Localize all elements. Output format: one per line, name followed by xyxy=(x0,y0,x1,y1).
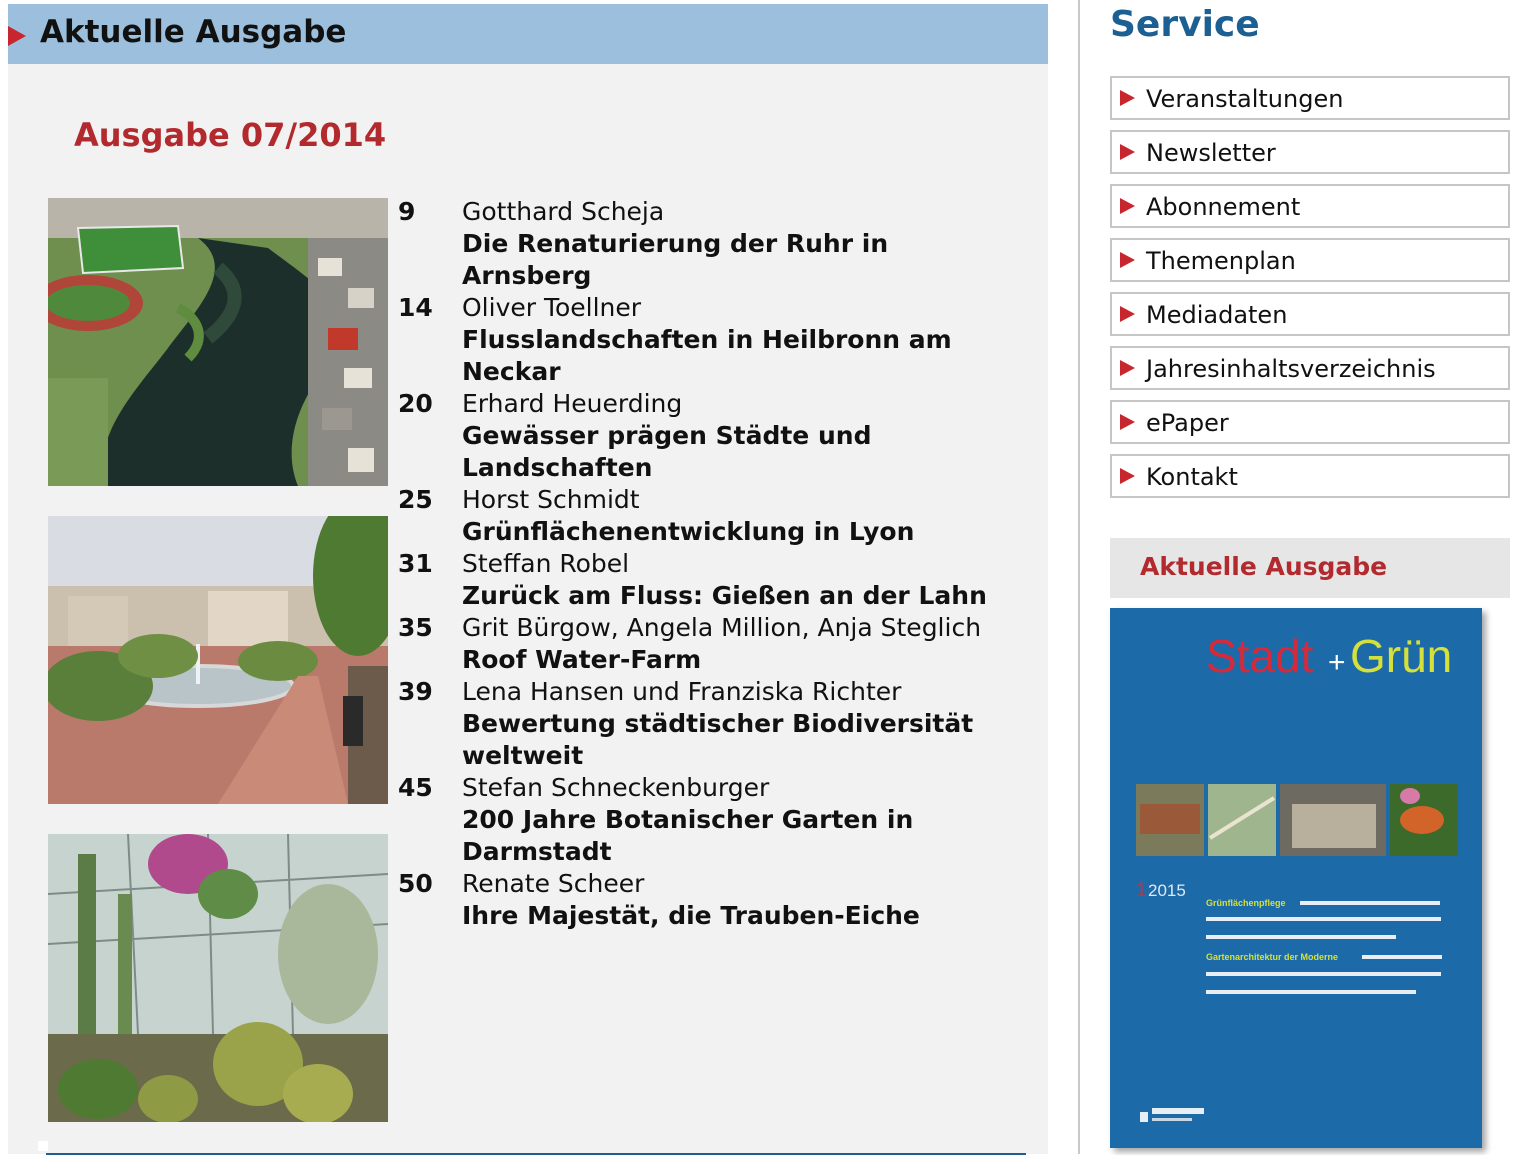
toc-entry xyxy=(398,484,1038,548)
service-link-abonnement[interactable] xyxy=(1110,184,1510,228)
cover-issue-number: 1 xyxy=(1136,880,1147,901)
toc-entry xyxy=(398,772,1038,868)
toc-author: Lena Hansen und Franziska Richter xyxy=(462,677,902,706)
toc-article-link[interactable]: Gewässer prägen Städte und Landschaften xyxy=(462,421,872,482)
section-header xyxy=(8,4,1048,64)
triangle-bullet-icon xyxy=(1120,414,1135,430)
service-menu xyxy=(1110,76,1510,508)
table-of-contents xyxy=(398,196,1038,932)
toc-article-link[interactable]: Roof Water-Farm xyxy=(462,645,702,674)
current-issue-box xyxy=(1110,538,1510,598)
cover-brand-right: Grün xyxy=(1350,630,1453,682)
toc-page-number: 50 xyxy=(398,869,433,898)
toc-author: Steffan Robel xyxy=(462,549,630,578)
column-divider xyxy=(1078,0,1080,1154)
photo-cactus-greenhouse xyxy=(48,834,388,1122)
toc-page-number: 25 xyxy=(398,485,433,514)
toc-page-number: 35 xyxy=(398,613,433,642)
triangle-bullet-icon xyxy=(1120,468,1135,484)
service-link-label: Veranstaltungen xyxy=(1146,85,1344,113)
service-link-label: Mediadaten xyxy=(1146,301,1288,329)
toc-page-number: 20 xyxy=(398,389,433,418)
service-link-label: Newsletter xyxy=(1146,139,1276,167)
cover-brand-plus: + xyxy=(1328,646,1346,679)
service-link-jahresinhaltsverzeichnis[interactable] xyxy=(1110,346,1510,390)
current-issue-panel xyxy=(8,4,1048,1154)
cover-brand-left: Stadt xyxy=(1206,630,1314,682)
service-link-label: Abonnement xyxy=(1146,193,1301,221)
toc-article-link[interactable]: Die Renaturierung der Ruhr in Arnsberg xyxy=(462,229,889,290)
section-title: Aktuelle Ausgabe xyxy=(40,14,347,50)
current-issue-label[interactable]: Aktuelle Ausgabe xyxy=(1140,552,1388,581)
toc-article-link[interactable]: 200 Jahre Botanischer Garten in Darmstadt xyxy=(462,805,914,866)
service-link-label: Themenplan xyxy=(1146,247,1296,275)
toc-entry xyxy=(398,612,1038,676)
triangle-bullet-icon xyxy=(1120,252,1135,268)
toc-author: Gotthard Scheja xyxy=(462,197,665,226)
triangle-bullet-icon xyxy=(1120,144,1135,160)
toc-page-number: 31 xyxy=(398,549,433,578)
service-link-newsletter[interactable] xyxy=(1110,130,1510,174)
service-link-themenplan[interactable] xyxy=(1110,238,1510,282)
issue-title: Ausgabe 07/2014 xyxy=(74,116,387,154)
toc-entry xyxy=(398,196,1038,292)
service-link-label: ePaper xyxy=(1146,409,1229,437)
service-link-label: Jahresinhaltsverzeichnis xyxy=(1146,355,1436,383)
toc-page-number: 45 xyxy=(398,773,433,802)
service-link-label: Kontakt xyxy=(1146,463,1238,491)
toc-author: Renate Scheer xyxy=(462,869,645,898)
toc-author: Stefan Schneckenburger xyxy=(462,773,770,802)
toc-article-link[interactable]: Grünflächenentwicklung in Lyon xyxy=(462,517,915,546)
cover-headline-1: Grünflächenpflege xyxy=(1206,898,1286,908)
toc-entry xyxy=(398,676,1038,772)
toc-article-link[interactable]: Bewertung städtischer Biodiversität weltweit xyxy=(462,709,974,770)
photo-river-aerial xyxy=(48,198,388,486)
triangle-bullet-icon xyxy=(1120,198,1135,214)
service-heading: Service xyxy=(1110,4,1260,45)
cover-issue-year: 2015 xyxy=(1148,881,1186,900)
photo-city-square xyxy=(48,516,388,804)
magazine-cover[interactable] xyxy=(1110,608,1482,1148)
toc-author: Erhard Heuerding xyxy=(462,389,683,418)
toc-article-link[interactable]: Ihre Majestät, die Trauben-Eiche xyxy=(462,901,920,930)
triangle-bullet-icon xyxy=(1120,90,1135,106)
toc-entry xyxy=(398,548,1038,612)
toc-article-link[interactable]: Flusslandschaften in Heilbronn am Neckar xyxy=(462,325,952,386)
toc-author: Horst Schmidt xyxy=(462,485,640,514)
toc-article-link[interactable]: Zurück am Fluss: Gießen an der Lahn xyxy=(462,581,987,610)
cover-headline-2: Gartenarchitektur der Moderne xyxy=(1206,952,1339,962)
service-link-mediadaten[interactable] xyxy=(1110,292,1510,336)
toc-entry xyxy=(398,292,1038,388)
toc-page-number: 14 xyxy=(398,293,433,322)
toc-page-number: 39 xyxy=(398,677,433,706)
toc-author: Oliver Toellner xyxy=(462,293,642,322)
service-link-epaper[interactable] xyxy=(1110,400,1510,444)
toc-entry xyxy=(398,868,1038,932)
triangle-bullet-icon xyxy=(8,26,26,46)
divider-marker xyxy=(38,1141,48,1151)
service-link-kontakt[interactable] xyxy=(1110,454,1510,498)
toc-page-number: 9 xyxy=(398,197,416,226)
service-link-veranstaltungen[interactable] xyxy=(1110,76,1510,120)
triangle-bullet-icon xyxy=(1120,360,1135,376)
toc-entry xyxy=(398,388,1038,484)
triangle-bullet-icon xyxy=(1120,306,1135,322)
cover-photo-strip xyxy=(1136,784,1458,856)
toc-author: Grit Bürgow, Angela Million, Anja Steglich xyxy=(462,613,982,642)
